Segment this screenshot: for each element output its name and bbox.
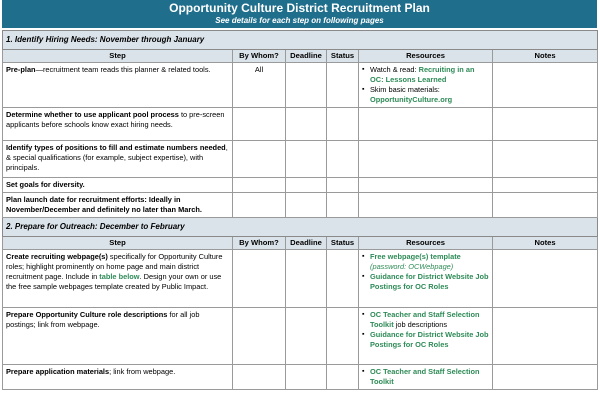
by-whom-cell[interactable]	[233, 308, 286, 365]
notes-cell[interactable]	[493, 193, 598, 218]
resource-label: (password: OCWebpage)	[370, 262, 454, 271]
status-cell[interactable]	[327, 178, 359, 193]
step-text: , & special qualifications (for example, subject expertise), with principals.	[6, 143, 228, 172]
resource-label: job descriptions	[393, 320, 448, 329]
step-text: —recruitment team reads this planner & related tools.	[35, 65, 211, 74]
column-header-deadline: Deadline	[286, 50, 327, 63]
resources-cell	[359, 141, 493, 178]
deadline-cell[interactable]	[286, 178, 327, 193]
resource-label: Skim basic materials:	[370, 85, 440, 94]
resource-text	[370, 330, 489, 350]
resource-item	[362, 85, 489, 105]
column-header-step: Step	[3, 50, 233, 63]
step-cell	[3, 141, 233, 178]
step-text: Pre-plan	[6, 65, 36, 74]
column-header-notes: Notes	[493, 237, 598, 250]
status-cell[interactable]	[327, 141, 359, 178]
step-cell	[3, 193, 233, 218]
step-text: Plan launch date for recruitment efforts: Ideally in November/December and definitely no later than March.	[6, 195, 202, 214]
page-title: Opportunity Culture District Recruitment Plan	[169, 1, 430, 15]
by-whom-cell[interactable]	[233, 178, 286, 193]
step-text: Identify types of positions to fill and estimate numbers needed	[6, 143, 226, 152]
step-text: . Design your own or use the free sample webpages template created by Public Impact.	[6, 272, 222, 291]
status-cell[interactable]	[327, 63, 359, 108]
resource-text	[370, 85, 489, 105]
status-cell[interactable]	[327, 193, 359, 218]
resource-link[interactable]: Guidance for District Website Job Postings for OC Roles	[370, 330, 489, 349]
resource-text	[370, 367, 489, 387]
resources-cell	[359, 365, 493, 390]
step-text: Create recruiting webpage(s)	[6, 252, 108, 261]
column-header-status: Status	[327, 237, 359, 250]
step-cell	[3, 308, 233, 365]
notes-cell[interactable]	[493, 141, 598, 178]
resource-text	[370, 272, 489, 292]
table-row	[3, 193, 598, 218]
column-header-status: Status	[327, 50, 359, 63]
step-text: Determine whether to use applicant pool process	[6, 110, 179, 119]
deadline-cell[interactable]	[286, 108, 327, 141]
bullet-icon: ▪	[362, 86, 365, 93]
bullet-icon: ▪	[362, 311, 365, 318]
by-whom-cell[interactable]	[233, 108, 286, 141]
resource-link[interactable]: Free webpage(s) template	[370, 252, 461, 261]
by-whom-cell[interactable]	[233, 365, 286, 390]
resource-item	[362, 272, 489, 292]
deadline-cell[interactable]	[286, 250, 327, 308]
deadline-cell[interactable]	[286, 193, 327, 218]
status-cell[interactable]	[327, 250, 359, 308]
resources-cell	[359, 193, 493, 218]
step-cell	[3, 365, 233, 390]
step-text: Prepare Opportunity Culture role descriptions	[6, 310, 168, 319]
notes-cell[interactable]	[493, 365, 598, 390]
resource-item	[362, 330, 489, 350]
section-header-row	[3, 218, 598, 237]
column-header-notes: Notes	[493, 50, 598, 63]
step-text: Set goals for diversity.	[6, 180, 85, 189]
deadline-cell[interactable]	[286, 365, 327, 390]
column-header-step: Step	[3, 237, 233, 250]
resource-label: Watch & read:	[370, 65, 419, 74]
by-whom-cell[interactable]	[233, 250, 286, 308]
section-title: 1. Identify Hiring Needs: November through January	[3, 31, 598, 50]
resource-item	[362, 65, 489, 85]
step-cell	[3, 108, 233, 141]
deadline-cell[interactable]	[286, 141, 327, 178]
bullet-icon: ▪	[362, 331, 365, 338]
bullet-icon: ▪	[362, 66, 365, 73]
resource-text	[370, 252, 489, 272]
by-whom-cell[interactable]	[233, 193, 286, 218]
resources-cell	[359, 63, 493, 108]
resource-link[interactable]: OpportunityCulture.org	[370, 95, 453, 104]
table-row	[3, 178, 598, 193]
resources-cell	[359, 250, 493, 308]
resource-link[interactable]: Recruiting in an OC: Lessons Learned	[370, 65, 475, 84]
deadline-cell[interactable]	[286, 63, 327, 108]
column-header-deadline: Deadline	[286, 237, 327, 250]
bullet-icon: ▪	[362, 273, 365, 280]
step-link[interactable]: table below	[99, 272, 140, 281]
resource-item	[362, 367, 489, 387]
section-title: 2. Prepare for Outreach: December to February	[3, 218, 598, 237]
column-header-by-whom: By Whom?	[233, 237, 286, 250]
by-whom-cell[interactable]	[233, 141, 286, 178]
status-cell[interactable]	[327, 108, 359, 141]
table-row	[3, 63, 598, 108]
resource-link[interactable]: OC Teacher and Staff Selection Toolkit	[370, 367, 480, 386]
resources-cell	[359, 108, 493, 141]
column-header-row	[3, 237, 598, 250]
notes-cell[interactable]	[493, 308, 598, 365]
notes-cell[interactable]	[493, 108, 598, 141]
table-row	[3, 308, 598, 365]
status-cell[interactable]	[327, 308, 359, 365]
table-row	[3, 365, 598, 390]
column-header-resources: Resources	[359, 50, 493, 63]
deadline-cell[interactable]	[286, 308, 327, 365]
step-text: ; link from webpage.	[109, 367, 176, 376]
resource-text	[370, 65, 489, 85]
resource-link[interactable]: Guidance for District Website Job Postings for OC Roles	[370, 272, 489, 291]
resources-cell	[359, 178, 493, 193]
column-header-resources: Resources	[359, 237, 493, 250]
notes-cell[interactable]	[493, 178, 598, 193]
page-subtitle: See details for each step on following pages	[215, 16, 384, 25]
table-row	[3, 141, 598, 178]
status-cell[interactable]	[327, 365, 359, 390]
resource-text	[370, 310, 489, 330]
bullet-icon: ▪	[362, 368, 365, 375]
step-text: for all job postings; link from webpage.	[6, 310, 200, 329]
column-header-row	[3, 50, 598, 63]
table-row	[3, 108, 598, 141]
step-text: Prepare application materials	[6, 367, 110, 376]
step-cell	[3, 178, 233, 193]
title-banner	[2, 0, 597, 28]
plan-table	[2, 30, 598, 390]
resource-link[interactable]: OC Teacher and Staff Selection Toolkit	[370, 310, 480, 329]
resources-cell	[359, 308, 493, 365]
resource-item	[362, 252, 489, 272]
notes-cell[interactable]	[493, 63, 598, 108]
step-cell	[3, 250, 233, 308]
by-whom-cell[interactable]: All	[233, 63, 286, 108]
resource-item	[362, 310, 489, 330]
bullet-icon: ▪	[362, 253, 365, 260]
section-header-row	[3, 31, 598, 50]
step-text: to pre-screen applicants before schools know exact hiring needs.	[6, 110, 225, 129]
notes-cell[interactable]	[493, 250, 598, 308]
step-text: specifically for Opportunity Culture roles; highlight prominently on home page and main district recruitment page. Include in	[6, 252, 223, 281]
column-header-by-whom: By Whom?	[233, 50, 286, 63]
step-cell	[3, 63, 233, 108]
table-row	[3, 250, 598, 308]
